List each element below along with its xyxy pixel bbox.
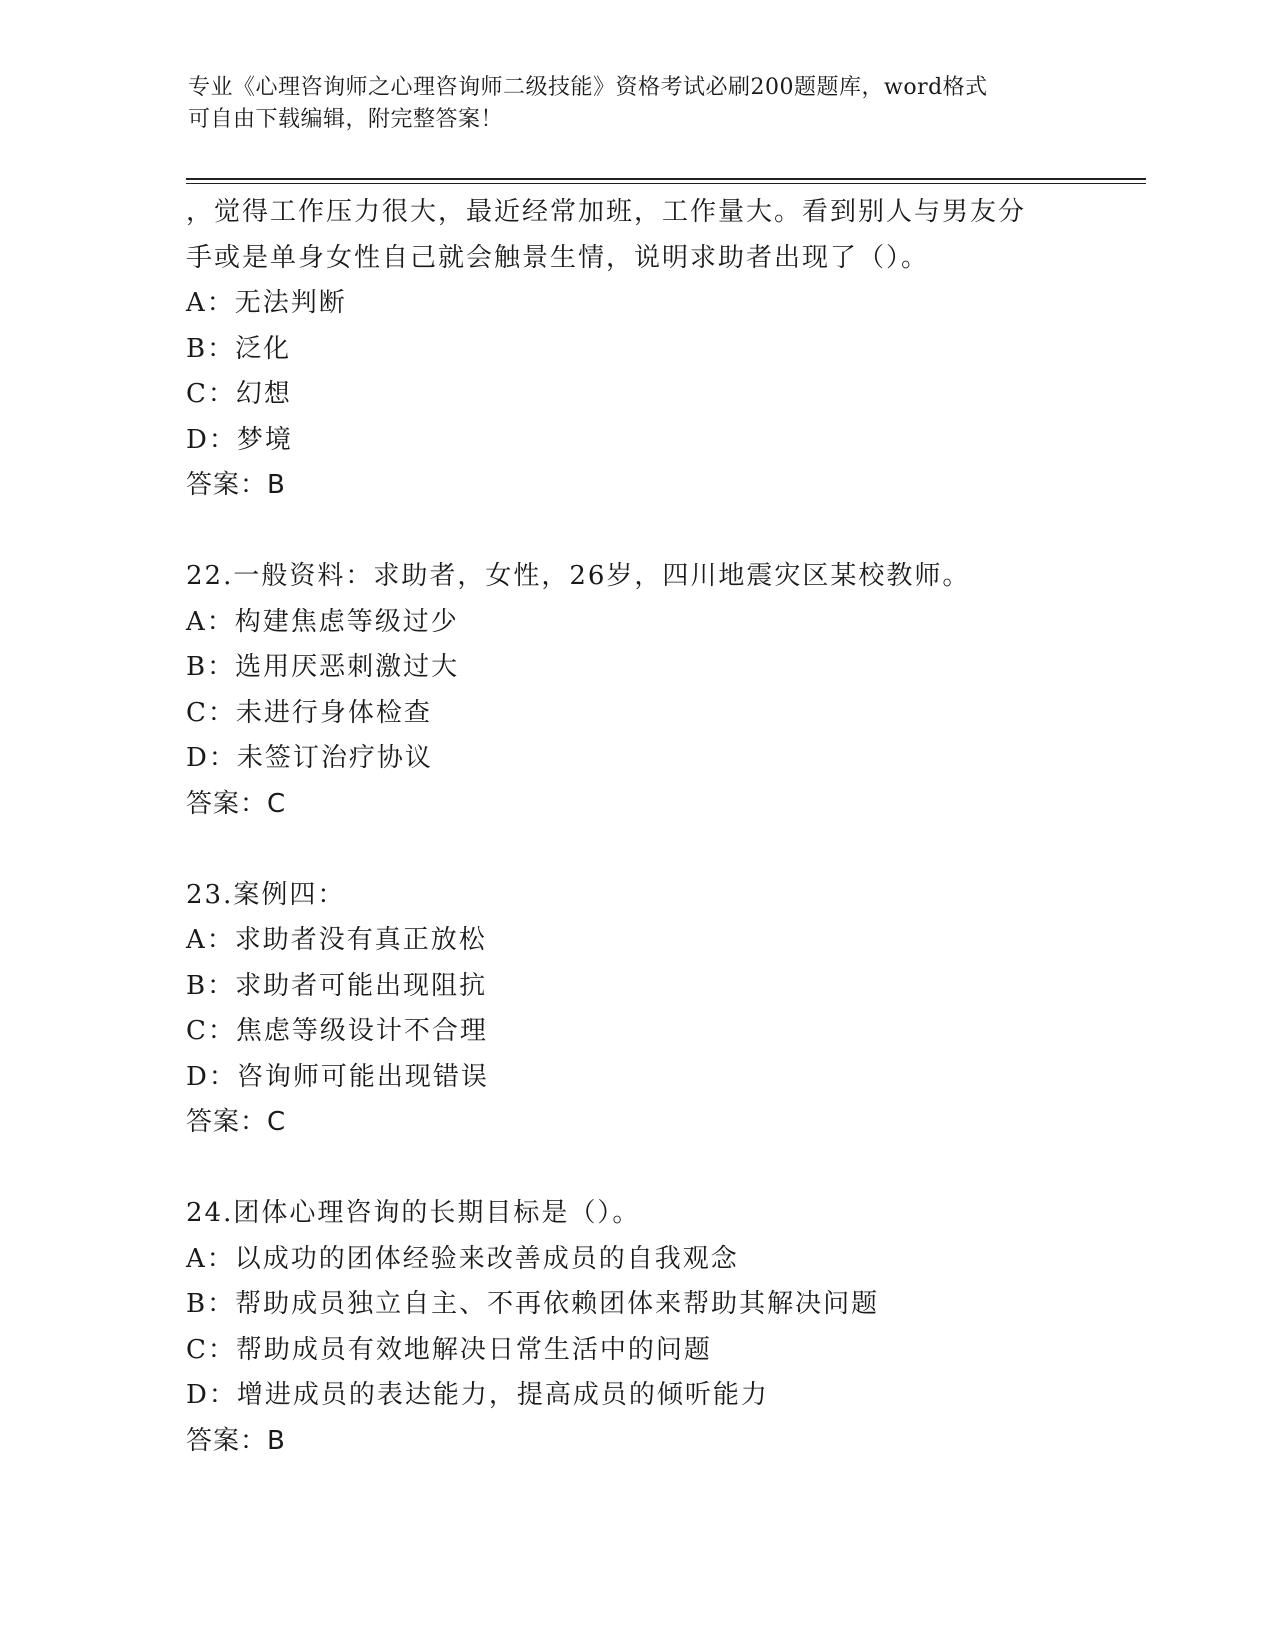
option-b: B：选用厌恶刺激过大 bbox=[186, 652, 460, 682]
answer-line: 答案：C bbox=[186, 1107, 287, 1137]
question-23 bbox=[186, 873, 1086, 1146]
page-header bbox=[188, 72, 1088, 136]
question-stem: 24.团体心理咨询的长期目标是（）。 bbox=[186, 1198, 641, 1228]
answer-line: 答案：C bbox=[186, 788, 287, 819]
question-21-continued bbox=[186, 190, 1086, 509]
question-stem: 22.一般资料：求助者，女性，26岁，四川地震灾区某校教师。 bbox=[186, 561, 971, 591]
question-list bbox=[186, 190, 1086, 1464]
option-b: B：帮助成员独立自主、不再依赖团体来帮助其解决问题 bbox=[186, 1289, 880, 1319]
question-stem: 23.案例四： bbox=[186, 879, 346, 910]
option-b: B：泛化 bbox=[186, 333, 292, 364]
question-22 bbox=[186, 554, 1086, 827]
question-stem-line: 手或是单身女性自己就会触景生情，说明求助者出现了（）。 bbox=[186, 242, 930, 273]
option-c: C：幻想 bbox=[186, 379, 292, 409]
answer-line: 答案：B bbox=[186, 470, 286, 500]
header-title-line-1: 专业《心理咨询师之心理咨询师二级技能》资格考试必刷200题题库，word格式 bbox=[188, 75, 988, 100]
option-c: C：焦虑等级设计不合理 bbox=[186, 1016, 488, 1046]
question-spacer bbox=[186, 827, 1086, 873]
option-d: D：未签订治疗协议 bbox=[186, 743, 433, 773]
header-rule-thick bbox=[186, 178, 1146, 180]
header-rule-thin bbox=[186, 183, 1146, 184]
option-a: A：求助者没有真正放松 bbox=[186, 925, 487, 955]
question-spacer bbox=[186, 1146, 1086, 1192]
question-24 bbox=[186, 1191, 1086, 1464]
option-d: D：梦境 bbox=[186, 424, 293, 455]
header-title-line-2: 可自由下载编辑，附完整答案！ bbox=[188, 107, 504, 132]
answer-line: 答案：B bbox=[186, 1425, 286, 1456]
option-d: D：咨询师可能出现错误 bbox=[186, 1061, 489, 1092]
option-b: B：求助者可能出现阻抗 bbox=[186, 970, 488, 1001]
option-a: A：无法判断 bbox=[186, 288, 347, 318]
option-d: D：增进成员的表达能力，提高成员的倾听能力 bbox=[186, 1380, 769, 1410]
question-stem-line: ，觉得工作压力很大，最近经常加班，工作量大。看到别人与男友分 bbox=[186, 197, 1027, 227]
option-c: C：帮助成员有效地解决日常生活中的问题 bbox=[186, 1334, 712, 1365]
question-spacer bbox=[186, 509, 1086, 555]
option-c: C：未进行身体检查 bbox=[186, 697, 432, 728]
option-a: A：以成功的团体经验来改善成员的自我观念 bbox=[186, 1243, 739, 1274]
option-a: A：构建焦虑等级过少 bbox=[186, 606, 459, 637]
